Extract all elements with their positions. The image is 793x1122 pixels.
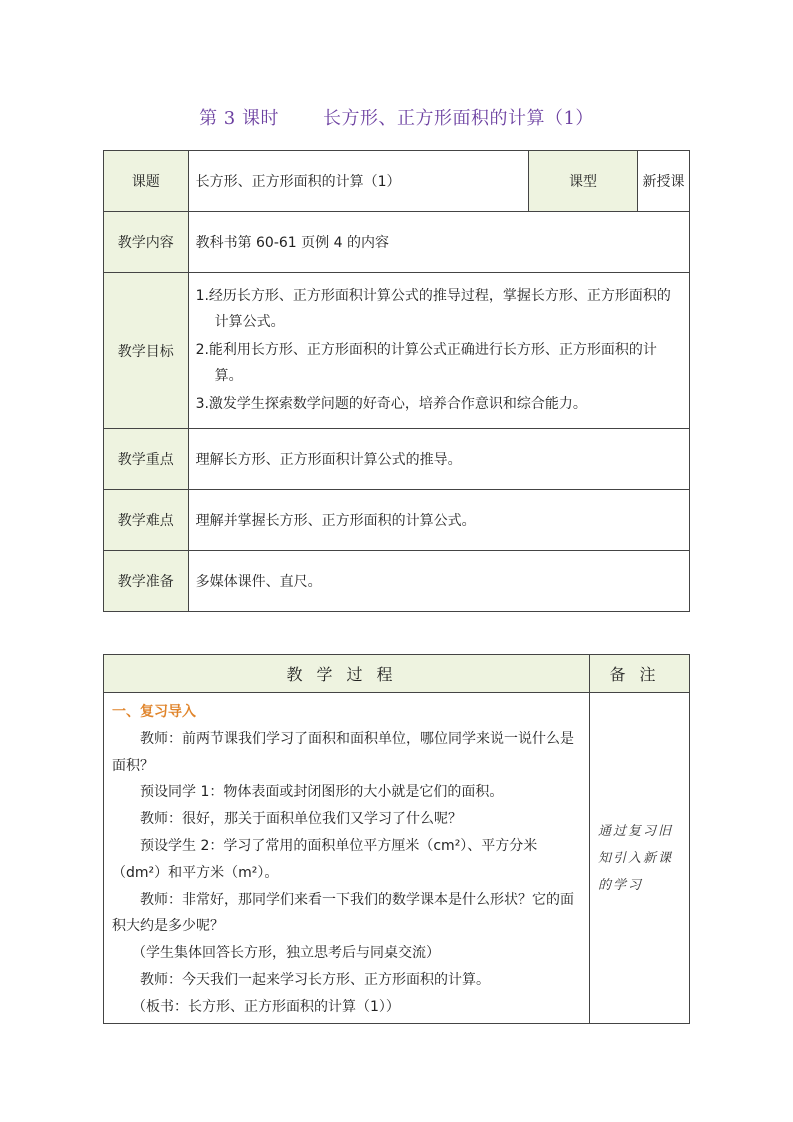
key-value: 理解长方形、正方形面积计算公式的推导。 [188, 429, 689, 490]
goal-item: 2.能利用长方形、正方形面积的计算公式正确进行长方形、正方形面积的计算。 [195, 341, 657, 384]
process-body-row [104, 693, 690, 1024]
subject-label: 课题 [104, 151, 189, 212]
note-text: 通过复习旧知引入新课的学习 [598, 823, 674, 893]
goals-cell [188, 273, 689, 429]
dialogue-line: 预设同学 1：物体表面或封闭图形的大小就是它们的面积。 [140, 784, 504, 801]
difficult-row [104, 490, 690, 551]
content-row [104, 212, 690, 273]
dialogue-line: 教师：今天我们一起来学习长方形、正方形面积的计算。 [140, 971, 490, 988]
key-row [104, 429, 690, 490]
lesson-topic: 长方形、正方形面积的计算（1） [322, 108, 594, 129]
dialogue-line: （板书：长方形、正方形面积的计算（1）） [132, 998, 400, 1015]
section-title: 一、复习导入 [112, 704, 196, 720]
notes-header: 备注 [590, 655, 690, 693]
difficult-value: 理解并掌握长方形、正方形面积的计算公式。 [188, 490, 689, 551]
goals-row [104, 273, 690, 429]
lesson-info-table [103, 150, 690, 612]
content-value: 教科书第 60-61 页例 4 的内容 [188, 212, 689, 273]
process-body [104, 693, 590, 1024]
process-header: 教学过程 [104, 655, 590, 693]
prep-row [104, 551, 690, 612]
goal-item: 3.激发学生探索数学问题的好奇心，培养合作意识和综合能力。 [195, 395, 587, 412]
process-header-row [104, 655, 690, 693]
difficult-label: 教学难点 [104, 490, 189, 551]
key-label: 教学重点 [104, 429, 189, 490]
lesson-number: 第 3 课时 [199, 108, 279, 129]
prep-label: 教学准备 [104, 551, 189, 612]
type-label: 课型 [528, 151, 637, 212]
dialogue-line: 预设学生 2：学习了常用的面积单位平方厘米（cm²）、平方分米（dm²）和平方米（m²）。 [112, 837, 538, 881]
dialogue-line: 教师：前两节课我们学习了面积和面积单位，哪位同学来说一说什么是面积？ [112, 730, 574, 774]
dialogue-line: （学生集体回答长方形，独立思考后与同桌交流） [132, 945, 440, 962]
goal-item: 1.经历长方形、正方形面积计算公式的推导过程，掌握长方形、正方形面积的计算公式。 [195, 287, 671, 330]
dialogue-line: 教师：很好，那关于面积单位我们又学习了什么呢？ [140, 811, 462, 828]
goals-list [196, 283, 682, 417]
content-label: 教学内容 [104, 212, 189, 273]
page-title [0, 104, 793, 130]
type-value: 新授课 [638, 151, 690, 212]
dialogue-line: 教师：非常好，那同学们来看一下我们的数学课本是什么形状？它的面积大约是多少呢？ [112, 891, 574, 935]
notes-cell [590, 693, 690, 1024]
prep-value: 多媒体课件、直尺。 [188, 551, 689, 612]
teaching-process-table [103, 654, 690, 1024]
goals-label: 教学目标 [104, 273, 189, 429]
subject-row [104, 151, 690, 212]
subject-value: 长方形、正方形面积的计算（1） [188, 151, 528, 212]
